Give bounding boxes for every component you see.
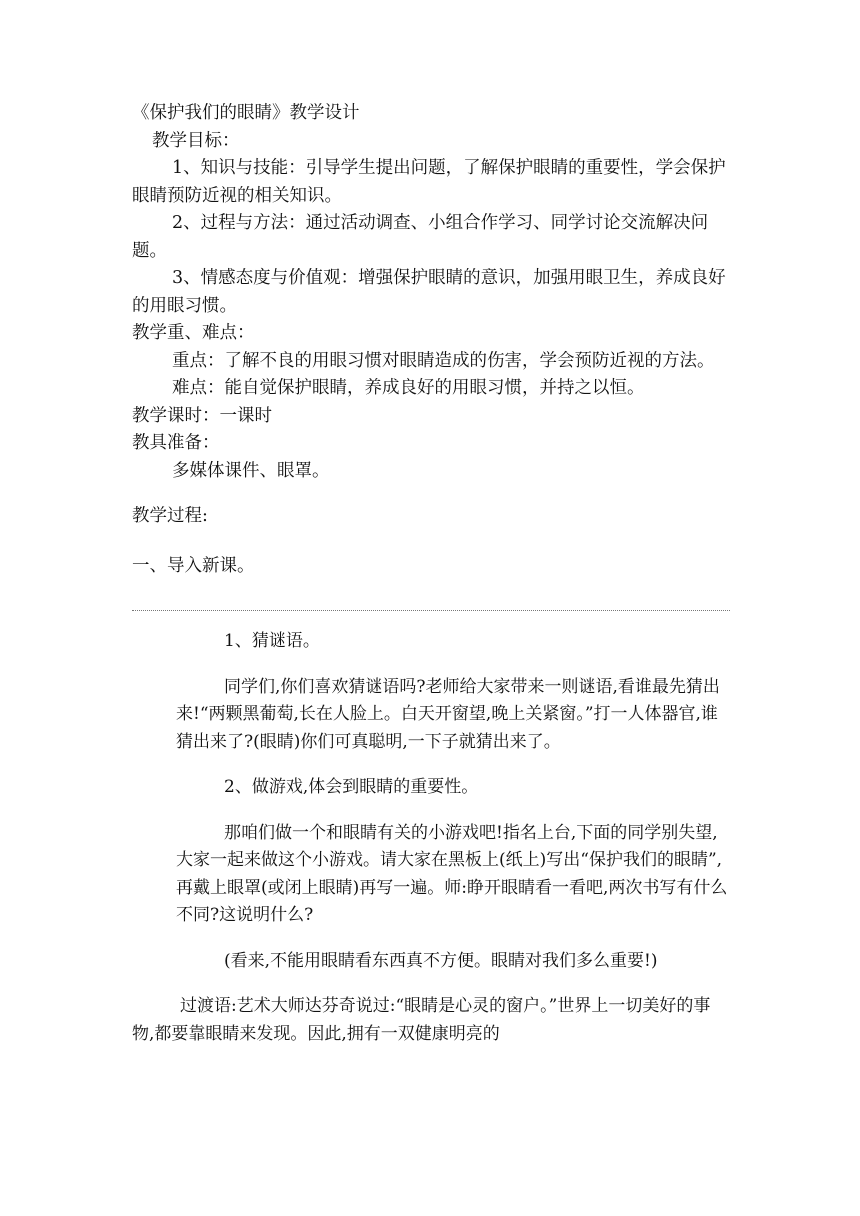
step2-text: 那咱们做一个和眼睛有关的小游戏吧!指名上台,下面的同学别失望,大家一起来做这个小游戏。请大家在黑板上(纸上)写出“保护我们的眼睛”,再戴上眼罩(或闭上眼睛)再写一遍。师:睁开眼睛看一看吧,两次书写有什么不同?这说明什么? bbox=[176, 822, 728, 925]
materials-heading: 教具准备： bbox=[132, 433, 220, 453]
objective-process: 2、过程与方法：通过活动调查、小组合作学习、同学讨论交流解决问题。 bbox=[132, 213, 709, 261]
materials-list: 多媒体课件、眼罩。 bbox=[172, 460, 330, 481]
transition-text: 过渡语:艺术大师达芬奇说过:“眼睛是心灵的窗户。”世界上一切美好的事物,都要靠眼睛来发现。因此,拥有一双健康明亮的 bbox=[132, 996, 711, 1044]
difficult-point: 难点：能自觉保护眼睛，养成良好的用眼习惯，并持之以恒。 bbox=[172, 378, 645, 398]
class-hours: 教学课时：一课时 bbox=[132, 405, 272, 426]
key-point: 重点：了解不良的用眼习惯对眼睛造成的伤害，学会预防近视的方法。 bbox=[172, 350, 715, 371]
step2-title: 2、做游戏,体会到眼睛的重要性。 bbox=[224, 777, 479, 797]
part1-heading: 一、导入新课。 bbox=[132, 555, 255, 576]
step1-title: 1、猜谜语。 bbox=[224, 631, 320, 651]
lesson-plan-header-section bbox=[132, 100, 732, 580]
document-title: 《保护我们的眼睛》教学设计 bbox=[132, 103, 360, 123]
objective-attitude: 3、情感态度与价值观：增强保护眼睛的意识，加强用眼卫生，养成良好的用眼习惯。 bbox=[132, 268, 726, 316]
objective-knowledge: 1、知识与技能：引导学生提出问题，了解保护眼睛的重要性，学会保护眼睛预防近视的相关知识。 bbox=[132, 158, 726, 206]
step1-text: 同学们,你们喜欢猜谜语吗?老师给大家带来一则谜语,看谁最先猜出来!“两颗黑葡萄,长在人脸上。白天开窗望,晚上关紧窗。”打一人体器官,谁猜出来了?(眼睛)你们可真聪明,一下子就猜出来了。 bbox=[176, 676, 720, 752]
objectives-heading: 教学目标： bbox=[152, 130, 240, 151]
step2-note: (看来,不能用眼睛看东西真不方便。眼睛对我们多么重要!) bbox=[224, 950, 658, 971]
process-heading: 教学过程: bbox=[132, 506, 208, 526]
dotted-divider bbox=[132, 610, 730, 611]
key-points-heading: 教学重、难点： bbox=[132, 323, 255, 343]
lesson-body-section bbox=[132, 628, 732, 1066]
